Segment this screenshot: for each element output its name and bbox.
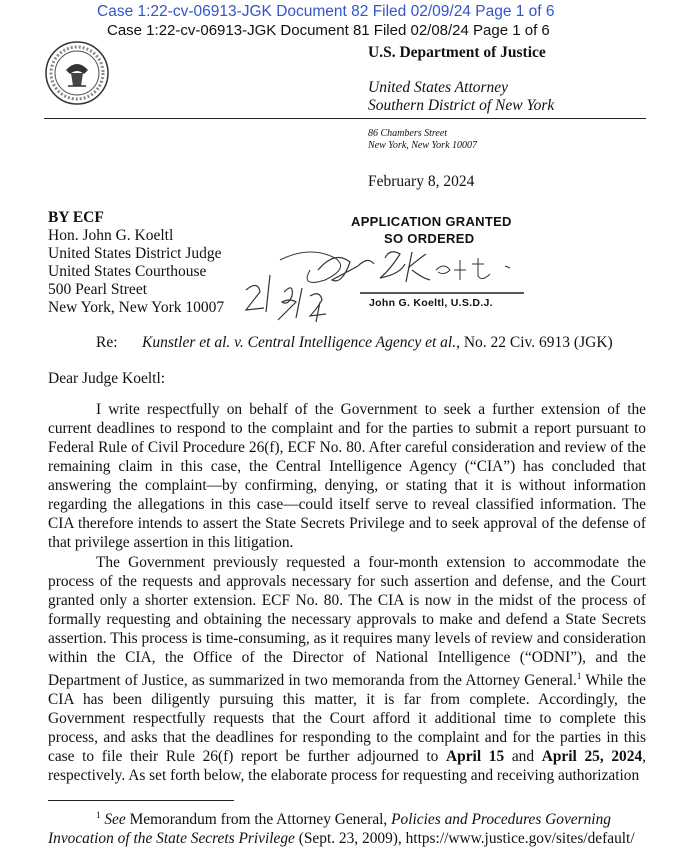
footnote-reference[interactable]: 1 xyxy=(576,671,582,681)
re-label: Re: xyxy=(96,334,118,351)
case-number: , No. 22 Civ. 6913 (JGK) xyxy=(456,334,613,351)
filing-stamp-header: Case 1:22-cv-06913-JGK Document 82 Filed 02/09/24 Page 1 of 6 xyxy=(97,3,555,20)
addressee-line: Hon. John G. Koeltl xyxy=(48,227,174,244)
footnote-title: Policies and Procedures Governing Invocation of the State Secrets Privilege xyxy=(48,811,611,848)
body-paragraph-1 xyxy=(48,400,646,552)
office-title: United States Attorney xyxy=(368,79,509,96)
paragraph-text: , respectively. As set forth below, the elaborate process for requesting and receiving authorization xyxy=(48,748,646,785)
letter-date: February 8, 2024 xyxy=(368,173,475,190)
address-city: New York, New York 10007 xyxy=(368,140,478,151)
department-name: U.S. Department of Justice xyxy=(368,44,546,61)
salutation: Dear Judge Koeltl: xyxy=(48,370,166,387)
addressee-line: United States District Judge xyxy=(48,245,222,262)
paragraph-text: While the CIA has been diligently pursuing this matter, it is far from complete. Accordingly, the Government respectfully requests that the Court afford it additional time to complete this process, and asks that the deadlines for responding to the complaint and for the parties in this case to file their Rule 26(f) report be further adjourned to xyxy=(48,672,646,766)
letterhead-rule xyxy=(44,118,646,119)
re-case xyxy=(142,334,613,352)
footnote-rule xyxy=(48,800,234,801)
handwritten-date xyxy=(245,288,248,289)
endorsement-granted: APPLICATION GRANTED xyxy=(351,214,512,229)
delivery-method: BY ECF xyxy=(48,209,104,226)
doj-seal-icon xyxy=(44,40,110,106)
case-caption: Kunstler et al. v. Central Intelligence Agency et al. xyxy=(142,334,457,351)
addressee-line: United States Courthouse xyxy=(48,263,207,280)
paragraph-text: The Government previously requested a four-month extension to accommodate the process of the requests and approvals necessary for such assertion and defense, and the Court granted only a shorter extension. ECF No. 80. The CIA is now in the midst of the process of formally requesting and obtaining the necessary approvals to make and defend a State Secrets assertion. This process is time-consuming, as it requires many levels of review and consideration within the CIA, the Office of the Director of National Intelligence (“ODNI”), and the Department of Justice, as summarized in two memoranda from the Attorney General. xyxy=(48,554,646,690)
footnote-number: 1 xyxy=(96,810,101,820)
deadline-date: April 15 xyxy=(446,748,505,766)
paragraph-text: I write respectfully on behalf of the Government to seek a further extension of the current deadlines to respond to the complaint and for the parties to submit a report pursuant to Federal Rule of Civil Procedure 26(f), ECF No. 80. After careful consideration and review of the remaining claim in this case, the Central Intelligence Agency (“CIA”) has concluded that answering the complaint—by confirming, denying, or stating that it is without information regarding the allegations in this case—could itself serve to reveal classified information. The CIA therefore intends to assert the State Secrets Privilege and to seek approval of the defense of that privilege assertion in this litigation. xyxy=(48,401,646,551)
judge-signature-icon xyxy=(240,240,540,330)
addressee-line: New York, New York 10007 xyxy=(48,299,225,316)
body-paragraph-2 xyxy=(48,553,646,785)
endorsement-judge: John G. Koeltl, U.S.D.J. xyxy=(369,297,493,309)
original-filing-header: Case 1:22-cv-06913-JGK Document 81 Filed 02/08/24 Page 1 of 6 xyxy=(107,22,550,39)
addressee-line: 500 Pearl Street xyxy=(48,281,148,298)
footnote xyxy=(48,806,646,848)
address-street: 86 Chambers Street xyxy=(368,128,448,139)
footnote-text: Memorandum from the Attorney General, xyxy=(125,811,392,829)
deadline-date: April 25, 2024 xyxy=(541,748,643,766)
footnote-text[interactable]: (Sept. 23, 2009), https://www.justice.gov/sites/default/ xyxy=(294,830,635,848)
endorsement-so-ordered: SO ORDERED xyxy=(384,231,475,246)
paragraph-text: and xyxy=(504,748,542,766)
office-district: Southern District of New York xyxy=(368,97,555,114)
footnote-signal: See xyxy=(104,811,126,829)
